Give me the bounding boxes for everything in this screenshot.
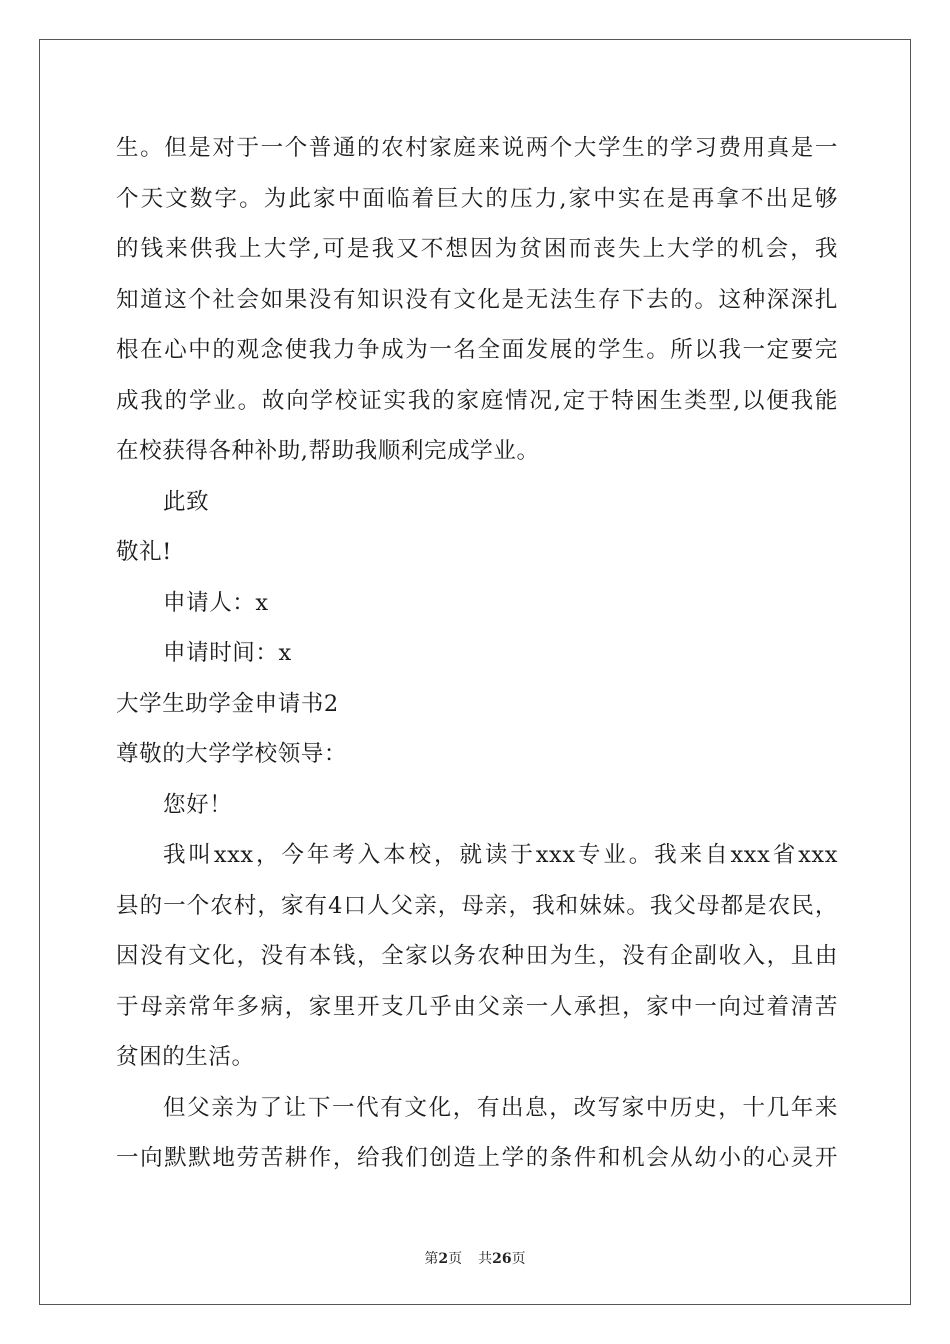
paragraph-line: 知道这个社会如果没有知识没有文化是无法生存下去的。这种深深扎 [116,286,838,313]
paragraph-line: 于母亲常年多病，家里开支几乎由父亲一人承担，家中一向过着清苦 [116,993,838,1020]
paragraph-line: 县的一个农村，家有4口人父亲，母亲，我和妹妹。我父母都是农民， [116,892,838,919]
page-prefix: 第 [424,1251,439,1267]
greeting-line: 您好！ [163,791,233,818]
document-body [116,128,838,1189]
paragraph-line: 个天文数字。为此家中面临着巨大的压力,家中实在是再拿不出足够 [116,185,838,212]
paragraph-line: 贫困的生活。 [116,1044,255,1070]
paragraph-line: 一向默默地劳苦耕作，给我们创造上学的条件和机会从幼小的心灵开 [116,1145,838,1171]
paragraph-line: 根在心中的观念使我力争成为一名全面发展的学生。所以我一定要完 [116,337,838,363]
paragraph-line: 成我的学业。故向学校证实我的家庭情况,定于特困生类型,以便我能 [116,387,838,414]
section-title: 大学生助学金申请书2 [116,690,339,717]
application-date-line: 申请时间：x [163,640,292,666]
paragraph-line: 的钱来供我上大学,可是我又不想因为贫困而丧失上大学的机会，我 [116,236,838,262]
paragraph-line: 在校获得各种补助,帮助我顺利完成学业。 [116,438,540,464]
page-number: 2 [438,1251,449,1267]
total-prefix: 共 [478,1251,493,1267]
paragraph-line: 生。但是对于一个普通的农村家庭来说两个大学生的学习费用真是一 [116,135,838,161]
closing-line: 此致 [163,488,210,515]
total-pages: 26 [492,1251,512,1267]
total-suffix: 页 [511,1251,526,1267]
paragraph-line: 但父亲为了让下一代有文化，有出息，改写家中历史，十几年来 [163,1094,838,1121]
applicant-line: 申请人：x [163,589,269,616]
paragraph-line: 因没有文化，没有本钱，全家以务农种田为生，没有企副收入，且由 [116,943,838,969]
page-suffix: 页 [448,1251,463,1267]
page-footer [0,1248,950,1268]
addressee-line: 尊敬的大学学校领导： [116,741,348,767]
paragraph-line: 我叫xxx，今年考入本校，就读于xxx专业。我来自xxx省xxx [163,842,838,868]
salutation-line: 敬礼! [116,539,172,565]
